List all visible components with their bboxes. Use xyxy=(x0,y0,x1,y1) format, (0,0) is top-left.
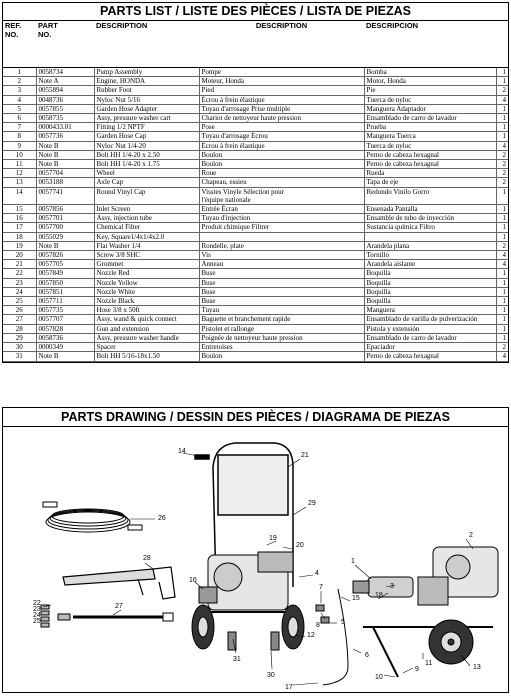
callout-label: 8 xyxy=(316,622,320,629)
cell-fr: Boulon xyxy=(199,352,364,361)
cell-es: Manguera Tuerca xyxy=(364,132,496,141)
cell-qty: 4 xyxy=(496,352,508,361)
cell-qty: 1 xyxy=(496,214,508,223)
cell-ref: 29 xyxy=(3,333,36,342)
table-row xyxy=(3,178,508,187)
table-row xyxy=(3,333,508,342)
cell-en: Assy, wand & quick connect xyxy=(94,315,199,324)
table-row xyxy=(3,169,508,178)
cell-en: Assy, injection tube xyxy=(94,214,199,223)
parts-list-frame xyxy=(2,2,509,363)
callout-label: 14 xyxy=(178,448,186,455)
parts-table-body xyxy=(3,68,508,362)
cell-qty: 2 xyxy=(496,169,508,178)
cell-ref: 16 xyxy=(3,214,36,223)
table-row xyxy=(3,232,508,241)
cell-part: 0057704 xyxy=(36,169,94,178)
cell-en: Assy, pressure washer handle xyxy=(94,333,199,342)
cell-es: Tuerca de nyloc xyxy=(364,95,496,104)
cell-fr: Buse xyxy=(199,278,364,287)
cell-es: Tapa de eje xyxy=(364,178,496,187)
callout-label: 7 xyxy=(319,584,323,591)
cell-qty: 1 xyxy=(496,315,508,324)
cell-part: Note B xyxy=(36,241,94,250)
cell-part: Note B xyxy=(36,160,94,169)
callout-label: 15 xyxy=(352,595,360,602)
callout-label: 13 xyxy=(473,664,481,671)
cell-es: Rueda xyxy=(364,169,496,178)
cell-qty: 1 xyxy=(496,223,508,232)
cell-ref: 25 xyxy=(3,297,36,306)
cell-es: Perno de cabeza hexagnal xyxy=(364,352,496,361)
cell-en: Chemical Filter xyxy=(94,223,199,232)
cell-fr: Pied xyxy=(199,86,364,95)
garden-hose-fittings xyxy=(316,605,329,623)
cell-es: Ensamble de tubo de inyección xyxy=(364,214,496,223)
cell-fr: Écrou à frein élastique xyxy=(199,141,364,150)
cell-qty: 1 xyxy=(496,132,508,141)
cell-fr: Écrou à frein élastique xyxy=(199,95,364,104)
table-row xyxy=(3,260,508,269)
cell-fr xyxy=(199,232,364,241)
cell-ref: 6 xyxy=(3,114,36,123)
cell-en: Axle Cap xyxy=(94,178,199,187)
cell-part: 0000433.01 xyxy=(36,123,94,132)
table-row xyxy=(3,187,508,204)
callout-label: 2 xyxy=(469,532,473,539)
cell-fr: Poignée de nettoyeur haute pression xyxy=(199,333,364,342)
cell-qty: 4 xyxy=(496,141,508,150)
cell-en: Nozzle White xyxy=(94,287,199,296)
cell-qty: 2 xyxy=(496,160,508,169)
cell-en: Wheel xyxy=(94,169,199,178)
cell-qty: 1 xyxy=(496,269,508,278)
exploded-view-illustration xyxy=(3,427,508,692)
table-row xyxy=(3,352,508,361)
cell-part: 0048736 xyxy=(36,95,94,104)
cell-en: Screw 3/8 SHC xyxy=(94,251,199,260)
spray-gun xyxy=(63,567,175,599)
cell-part: 0058734 xyxy=(36,68,94,77)
nozzles xyxy=(41,605,49,627)
cell-part: 0057855 xyxy=(36,104,94,113)
cell-ref: 26 xyxy=(3,306,36,315)
cell-ref: 3 xyxy=(3,86,36,95)
cell-en: Garden Hose Adapter xyxy=(94,104,199,113)
cell-es: Manguera Adaptador xyxy=(364,104,496,113)
cell-fr: Chariot de nettoyeur haute pression xyxy=(199,114,364,123)
cell-qty: 1 xyxy=(496,114,508,123)
cell-fr: Entretoises xyxy=(199,343,364,352)
cell-qty: 4 xyxy=(496,251,508,260)
callout-label: 24 xyxy=(33,612,41,619)
cell-es: Manguera xyxy=(364,306,496,315)
hose-coil xyxy=(43,502,142,532)
cell-fr: Pistolet et rallonge xyxy=(199,324,364,333)
table-header-row xyxy=(3,21,508,68)
cell-es: Perno de cabeza hexagnal xyxy=(364,150,496,159)
parts-drawing-title: PARTS DRAWING / DESSIN DES PIÈCES / DIAGRAMA DE PIEZAS xyxy=(2,407,509,426)
cell-fr: Visstes Vinyle Sélection pour l'équipe nationale xyxy=(199,187,364,204)
cell-ref: 31 xyxy=(3,352,36,361)
cell-es: Ensamblado de varilla de pulverización xyxy=(364,315,496,324)
cell-fr: Anneau xyxy=(199,260,364,269)
callout-label: 20 xyxy=(296,542,304,549)
table-row xyxy=(3,251,508,260)
desc-fr-header: DESCRIPTION xyxy=(199,21,364,68)
cell-ref: 13 xyxy=(3,178,36,187)
cell-ref: 17 xyxy=(3,223,36,232)
table-row xyxy=(3,104,508,113)
cell-ref: 14 xyxy=(3,187,36,204)
cell-fr: Tuyau d'arrosage Prise multiple xyxy=(199,104,364,113)
cell-part: 0057700 xyxy=(36,223,94,232)
table-row xyxy=(3,324,508,333)
cell-part: 0057707 xyxy=(36,315,94,324)
cell-en: Pump Assembly xyxy=(94,68,199,77)
cell-fr: Entrée Écran xyxy=(199,205,364,214)
cell-ref: 19 xyxy=(3,241,36,250)
callout-label: 1 xyxy=(351,558,355,565)
cell-ref: 5 xyxy=(3,104,36,113)
desc-es-header: DESCRIPCION xyxy=(364,21,496,68)
cell-fr: Chapeau, essieu xyxy=(199,178,364,187)
cell-en: Hose 3/8 x 50ft xyxy=(94,306,199,315)
cell-qty: 1 xyxy=(496,232,508,241)
cell-en: Assy, pressure washer cart xyxy=(94,114,199,123)
cell-fr: Roue xyxy=(199,169,364,178)
cell-es: Pistola y extensión xyxy=(364,324,496,333)
callout-label: 4 xyxy=(315,570,319,577)
table-row xyxy=(3,306,508,315)
table-row xyxy=(3,205,508,214)
cell-fr: Pompe xyxy=(199,68,364,77)
cell-en: Round Vinyl Cap xyxy=(94,187,199,204)
cell-qty: 4 xyxy=(496,95,508,104)
cell-part: 0057701 xyxy=(36,214,94,223)
cell-fr: Moteur, Honda xyxy=(199,77,364,86)
cell-ref: 20 xyxy=(3,251,36,260)
cell-qty: 1 xyxy=(496,187,508,204)
cell-qty: 1 xyxy=(496,104,508,113)
callout-label: 16 xyxy=(189,577,197,584)
cell-en: Nozzle Black xyxy=(94,297,199,306)
table-row xyxy=(3,278,508,287)
callout-label: 23 xyxy=(33,606,41,613)
cell-es: Boquilla xyxy=(364,269,496,278)
cell-part: 0057741 xyxy=(36,187,94,204)
callout-label: 3 xyxy=(390,583,394,590)
table-row xyxy=(3,269,508,278)
cell-part: 0057850 xyxy=(36,278,94,287)
cell-part: 0057851 xyxy=(36,287,94,296)
cell-en: Fitting 1/2 NPTF xyxy=(94,123,199,132)
cell-ref: 21 xyxy=(3,260,36,269)
table-row xyxy=(3,77,508,86)
cell-en: Flat Washer 1/4 xyxy=(94,241,199,250)
cell-part: 0057735 xyxy=(36,306,94,315)
cell-qty: 1 xyxy=(496,306,508,315)
callout-label: 25 xyxy=(33,618,41,625)
cell-en: Nyloc Nut 5/16 xyxy=(94,95,199,104)
cell-qty: 2 xyxy=(496,150,508,159)
callout-label: 26 xyxy=(158,515,166,522)
cell-en: Gun and extension xyxy=(94,324,199,333)
cell-fr: Buse xyxy=(199,297,364,306)
cell-ref: 2 xyxy=(3,77,36,86)
cell-ref: 4 xyxy=(3,95,36,104)
cell-qty: 1 xyxy=(496,324,508,333)
desc-en-header: DESCRIPTION xyxy=(94,21,199,68)
cell-part: 0000349 xyxy=(36,343,94,352)
cell-part: 0057826 xyxy=(36,251,94,260)
table-row xyxy=(3,160,508,169)
table-row xyxy=(3,86,508,95)
cell-part: 0058735 xyxy=(36,114,94,123)
cell-en: Bolt HH 5/16-18x1.50 xyxy=(94,352,199,361)
callout-label: 11 xyxy=(425,660,433,667)
cell-en: Garden Hose Cap xyxy=(94,132,199,141)
cell-qty: 2 xyxy=(496,178,508,187)
cell-ref: 9 xyxy=(3,141,36,150)
cell-fr: Produit chimique Filtrer xyxy=(199,223,364,232)
cell-es: Perno de cabeza hexagnal xyxy=(364,160,496,169)
callout-label: 22 xyxy=(33,600,41,607)
callout-label: 21 xyxy=(301,452,309,459)
cell-ref: 15 xyxy=(3,205,36,214)
qty-header xyxy=(496,21,508,68)
cell-en: Nozzle Red xyxy=(94,269,199,278)
callout-label: 6 xyxy=(365,652,369,659)
cell-qty: 1 xyxy=(496,205,508,214)
table-row xyxy=(3,132,508,141)
table-row xyxy=(3,223,508,232)
cell-fr: Vis xyxy=(199,251,364,260)
cell-part: 0055894 xyxy=(36,86,94,95)
table-row xyxy=(3,315,508,324)
cell-ref: 22 xyxy=(3,269,36,278)
cell-ref: 8 xyxy=(3,132,36,141)
cell-fr: Buse xyxy=(199,269,364,278)
cell-qty: 1 xyxy=(496,68,508,77)
callout-label: 30 xyxy=(267,672,275,679)
cell-en: Inlet Screen xyxy=(94,205,199,214)
cell-ref: 28 xyxy=(3,324,36,333)
cell-fr: Buse xyxy=(199,287,364,296)
cell-part: 0053188 xyxy=(36,178,94,187)
cell-qty: 2 xyxy=(496,343,508,352)
table-row xyxy=(3,287,508,296)
cell-en: Bolt HH 1/4-20 x 1.75 xyxy=(94,160,199,169)
cell-es xyxy=(364,232,496,241)
cell-part: Note B xyxy=(36,150,94,159)
parts-list-title: PARTS LIST / LISTE DES PIÈCES / LISTA DE PIEZAS xyxy=(3,3,508,21)
cell-es: Boquilla xyxy=(364,287,496,296)
cell-part: 0057705 xyxy=(36,260,94,269)
callout-label: 12 xyxy=(307,632,315,639)
table-row xyxy=(3,114,508,123)
cell-qty: 1 xyxy=(496,123,508,132)
cell-es: Tuerca de nyloc xyxy=(364,141,496,150)
table-row xyxy=(3,68,508,77)
parts-drawing xyxy=(2,426,509,693)
cell-part: 0057711 xyxy=(36,297,94,306)
callout-label: 9 xyxy=(415,666,419,673)
cell-ref: 30 xyxy=(3,343,36,352)
engine-assembly-right xyxy=(353,547,498,677)
cell-ref: 10 xyxy=(3,150,36,159)
cell-qty: 1 xyxy=(496,278,508,287)
cell-ref: 11 xyxy=(3,160,36,169)
cell-qty: 4 xyxy=(496,260,508,269)
cell-en: Bolt HH 1/4-20 x 2.50 xyxy=(94,150,199,159)
cell-qty: 1 xyxy=(496,333,508,342)
cell-part: 0057736 xyxy=(36,132,94,141)
cell-es: Bomba xyxy=(364,68,496,77)
cell-qty: 2 xyxy=(496,241,508,250)
cell-part: 0057849 xyxy=(36,269,94,278)
cell-es: Ensenada Pantalla xyxy=(364,205,496,214)
cell-es: Pie xyxy=(364,86,496,95)
callout-label: 17 xyxy=(285,684,293,691)
cell-fr: Rondelle, plate xyxy=(199,241,364,250)
callout-label: 5 xyxy=(341,619,345,626)
cell-en: Nyloc Nut 1/4-20 xyxy=(94,141,199,150)
cell-en: Engine, HONDA xyxy=(94,77,199,86)
cell-ref: 24 xyxy=(3,287,36,296)
cell-fr: Tuyau xyxy=(199,306,364,315)
parts-table xyxy=(3,21,508,362)
cell-part: 0058736 xyxy=(36,333,94,342)
cell-ref: 27 xyxy=(3,315,36,324)
cell-es: Redondo Vinilo Gorro xyxy=(364,187,496,204)
cell-qty: 1 xyxy=(496,287,508,296)
cell-es: Boquilla xyxy=(364,278,496,287)
table-row xyxy=(3,297,508,306)
cell-qty: 2 xyxy=(496,86,508,95)
ref-header: REF. NO. xyxy=(3,21,36,68)
cell-es: Arandela aislante xyxy=(364,260,496,269)
injection-tube xyxy=(323,589,348,685)
callout-label: 31 xyxy=(233,656,241,663)
cell-qty: 1 xyxy=(496,297,508,306)
cell-part: 0055029 xyxy=(36,232,94,241)
cell-part: 0057856 xyxy=(36,205,94,214)
wheel-right xyxy=(429,620,473,664)
cell-es: Ensamblado de carro de lavador xyxy=(364,333,496,342)
cell-es: Epaciador xyxy=(364,343,496,352)
callout-label: 10 xyxy=(375,674,383,681)
cell-fr: Pose xyxy=(199,123,364,132)
cell-es: Prueba xyxy=(364,123,496,132)
cell-fr: Boulon xyxy=(199,150,364,159)
cell-part: Note B xyxy=(36,352,94,361)
cell-fr: Tuyau d'injection xyxy=(199,214,364,223)
cell-en: Nozzle Yellow xyxy=(94,278,199,287)
table-row xyxy=(3,123,508,132)
cell-part: Note B xyxy=(36,141,94,150)
cell-es: Tornillo xyxy=(364,251,496,260)
callout-label: 27 xyxy=(115,603,123,610)
cell-qty: 1 xyxy=(496,77,508,86)
callout-label: 18 xyxy=(375,592,383,599)
cell-es: Arandela plana xyxy=(364,241,496,250)
cell-part: 0057828 xyxy=(36,324,94,333)
table-row xyxy=(3,141,508,150)
callout-label: 19 xyxy=(269,535,277,542)
cell-es: Boquilla xyxy=(364,297,496,306)
callout-label: 29 xyxy=(308,500,316,507)
cell-ref: 7 xyxy=(3,123,36,132)
cell-ref: 18 xyxy=(3,232,36,241)
cell-ref: 12 xyxy=(3,169,36,178)
cell-fr: Baguette et branchement rapide xyxy=(199,315,364,324)
part-header: PART NO. xyxy=(36,21,94,68)
table-row xyxy=(3,150,508,159)
cell-es: Motor, Honda xyxy=(364,77,496,86)
cell-en: Grommet xyxy=(94,260,199,269)
cell-ref: 23 xyxy=(3,278,36,287)
table-row xyxy=(3,214,508,223)
cell-es: Sustancia química Filtro xyxy=(364,223,496,232)
cell-fr: Tuyau d'arrosage Écrou xyxy=(199,132,364,141)
cell-en: Spacer xyxy=(94,343,199,352)
engine-assembly-left xyxy=(199,552,293,612)
callout-label: 28 xyxy=(143,555,151,562)
table-row xyxy=(3,241,508,250)
cell-ref: 1 xyxy=(3,68,36,77)
table-row xyxy=(3,343,508,352)
cell-part: Note A xyxy=(36,77,94,86)
cell-fr: Boulon xyxy=(199,160,364,169)
wand xyxy=(58,613,173,621)
cell-en: Key, Square1/4x1/4x2.0 xyxy=(94,232,199,241)
cell-es: Ensamblado de carro de lavador xyxy=(364,114,496,123)
cell-en: Rubber Foot xyxy=(94,86,199,95)
table-row xyxy=(3,95,508,104)
